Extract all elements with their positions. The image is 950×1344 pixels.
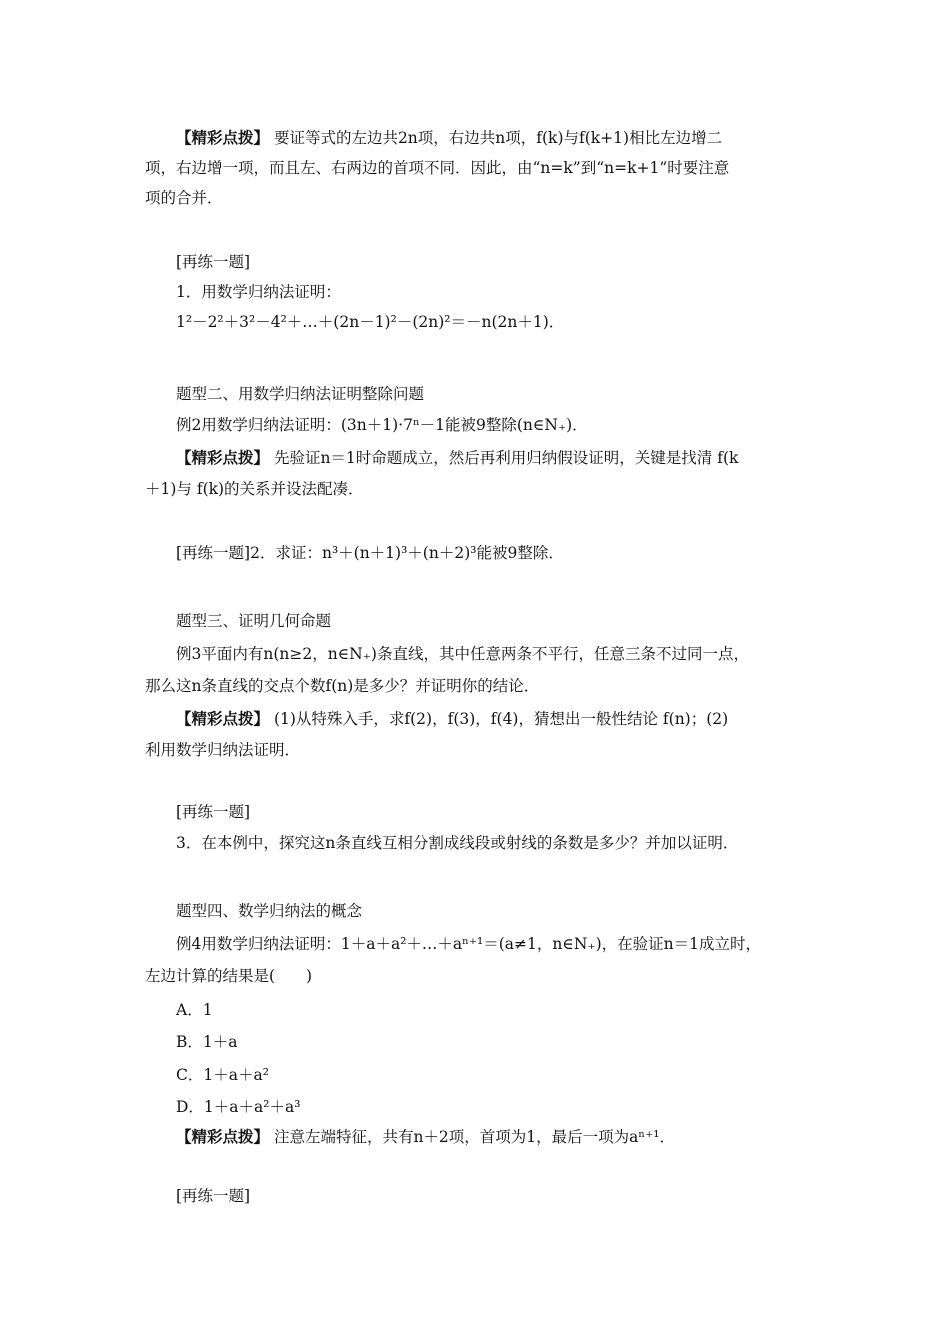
tip-paragraph-1-line-2: 项，右边增一项，而且左、右两边的首项不同．因此，由“n=k”到“n=k+1”时要注意	[145, 159, 730, 177]
example-2: 例2用数学归纳法证明：(3n＋1)·7ⁿ－1能被9整除(n∈N₊)．	[176, 416, 588, 434]
tip-paragraph-3-line-2: 利用数学归纳法证明．	[145, 741, 301, 759]
practice-heading-4: [再练一题]	[176, 1187, 251, 1205]
section-title-2: 题型二、用数学归纳法证明整除问题	[176, 385, 425, 403]
example-4-line-2: 左边计算的结果是( )	[145, 967, 313, 985]
tip-label: 【精彩点拨】	[176, 709, 270, 728]
tip-text: 先验证n＝1时命题成立，然后再利用归纳假设证明，关键是找清 f(k	[269, 449, 739, 467]
tip-text: 要证等式的左边共2n项，右边共n项，f(k)与f(k+1)相比左边增二	[269, 129, 723, 147]
tip-paragraph-3-line-1	[176, 709, 728, 729]
tip-paragraph-2-line-2: ＋1)与 f(k)的关系并设法配凑．	[145, 480, 364, 498]
practice-heading-1: [再练一题]	[176, 253, 251, 271]
practice-2: [再练一题]2．求证：n³＋(n＋1)³＋(n＋2)³能被9整除．	[176, 544, 564, 562]
tip-text: (1)从特殊入手，求f(2)，f(3)，f(4)，猜想出一般性结论 f(n)；(2)	[269, 710, 729, 728]
option-c: C．1＋a＋a²	[176, 1066, 269, 1084]
tip-paragraph-4	[176, 1127, 675, 1147]
tip-text: 注意左端特征，共有n＋2项，首项为1，最后一项为aⁿ⁺¹．	[269, 1128, 675, 1146]
example-3-line-2: 那么这n条直线的交点个数f(n)是多少？并证明你的结论．	[145, 677, 540, 695]
example-4-line-1: 例4用数学归纳法证明：1＋a＋a²＋…＋aⁿ⁺¹＝(a≠1，n∈N₊)，在验证n＝1成立时，	[176, 935, 761, 953]
example-3-line-1: 例3平面内有n(n≥2，n∈N₊)条直线，其中任意两条不平行，任意三条不过同一点，	[176, 645, 749, 663]
practice-equation-1: 1²－2²＋3²－4²＋…＋(2n－1)²－(2n)²＝－n(2n＋1)．	[176, 313, 565, 331]
practice-heading-3: [再练一题]	[176, 803, 251, 821]
tip-paragraph-1-line-1	[176, 128, 722, 148]
practice-question-3: 3．在本例中，探究这n条直线互相分割成线段或射线的条数是多少？并加以证明．	[176, 834, 739, 852]
practice-question-1: 1．用数学归纳法证明：	[176, 283, 341, 301]
option-d: D．1＋a＋a²＋a³	[176, 1098, 301, 1116]
section-title-3: 题型三、证明几何命题	[176, 612, 332, 630]
tip-label: 【精彩点拨】	[176, 448, 270, 467]
option-a: A．1	[176, 1001, 213, 1019]
tip-paragraph-2-line-1	[176, 448, 738, 468]
tip-label: 【精彩点拨】	[176, 1127, 270, 1146]
tip-label: 【精彩点拨】	[176, 128, 270, 147]
tip-paragraph-1-line-3: 项的合并．	[145, 189, 223, 207]
option-b: B．1＋a	[176, 1033, 238, 1051]
section-title-4: 题型四、数学归纳法的概念	[176, 902, 363, 920]
